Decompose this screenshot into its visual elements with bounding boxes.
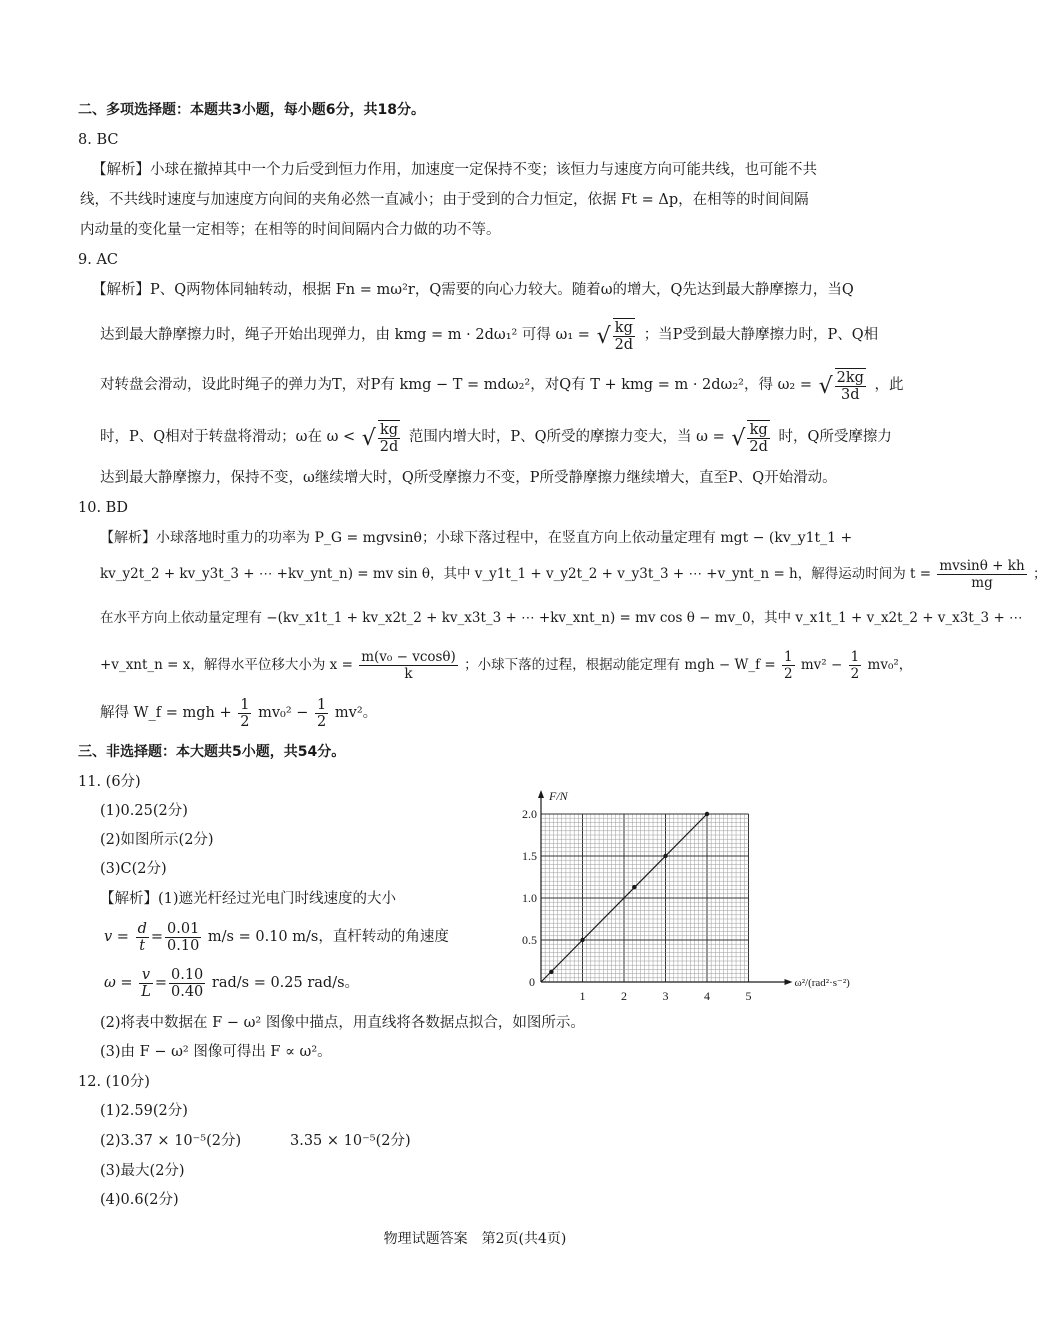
denominator: 2d xyxy=(379,438,399,455)
q12-answer-3: (3)最大(2分) xyxy=(100,1163,185,1179)
y-tick-label: 1.5 xyxy=(522,849,537,863)
text: kv_y2t_2 + kv_y3t_3 + ⋯ +kv_ynt_n) = mv sin θ，其中 v_y1t_1 + v_y2t_2 + v_y3t_3 + ⋯ +v_ynt_n = h，解得运动时间为 t = xyxy=(100,566,932,582)
q11-analysis-line: (2)将表中数据在 F − ω² 图像中描点，用直线将各数据点拟合，如图所示。 xyxy=(100,1015,585,1031)
text: ，此 xyxy=(874,377,904,393)
fraction xyxy=(613,318,636,353)
text: mv₀² − xyxy=(258,705,309,721)
numerator: √ kg xyxy=(613,320,636,337)
page-footer: 物理试题答案 第2页(共4页) xyxy=(383,1231,567,1247)
q12-answer-2b: 3.35 × 10⁻⁵(2分) xyxy=(290,1133,411,1149)
fraction xyxy=(849,649,862,682)
q10-analysis-line: 【解析】小球落地时重力的功率为 P_G = mgvsinθ；小球下落过程中，在竖直方向上依动量定理有 mgt − (kv_y1t_1 + xyxy=(100,530,853,546)
sqrt-expression xyxy=(362,418,403,456)
q8-analysis-line: 【解析】小球在撤掉其中一个力后受到恒力作用，加速度一定保持不变；该恒力与速度方向可能共线，也可能不共 xyxy=(92,162,817,178)
q11-answer-3: (3)C(2分) xyxy=(100,861,167,877)
q9-answer: 9. AC xyxy=(78,252,119,268)
text: 范围内增大时，P、Q所受的摩擦力变大，当 ω = xyxy=(408,429,725,445)
q10-analysis-line xyxy=(100,646,912,684)
x-tick-label: 2 xyxy=(621,989,627,1003)
q12-answer-4: (4)0.6(2分) xyxy=(100,1192,179,1208)
text: mv² − xyxy=(800,657,843,673)
data-point xyxy=(632,885,636,889)
q10-analysis-line: 在水平方向上依动量定理有 −(kv_x1t_1 + kv_x2t_2 + kv_x3t_3 + ⋯ +kv_xnt_n) = mv cos θ − mv_0，其中 v_x1t_1 + v_x2t_2 + v_x3t_3 + ⋯ xyxy=(100,610,1023,626)
data-point xyxy=(549,970,553,974)
q12-answer-1: (1)2.59(2分) xyxy=(100,1103,188,1119)
x-tick-label: 5 xyxy=(745,989,752,1003)
denominator: 3d xyxy=(841,386,860,403)
q11-analysis-line: 【解析】(1)遮光杆经过光电门时线速度的大小 xyxy=(100,891,397,907)
numerator: 1 xyxy=(317,696,327,713)
denominator: L xyxy=(141,983,151,1000)
numerator: d xyxy=(137,920,147,937)
q11-omega-formula xyxy=(104,964,359,1002)
fraction xyxy=(747,420,770,455)
q8-analysis-line: 线，不共线时速度与加速度方向间的夹角必然一直减小；由于受到的合力恒定，依据 Ft = Δp，在相等的时间间隔 xyxy=(80,192,809,208)
denominator: 0.40 xyxy=(171,983,204,1000)
denominator: 2 xyxy=(317,713,327,730)
text: m/s = 0.10 m/s，直杆转动的角速度 xyxy=(207,929,449,945)
text: v = xyxy=(104,929,129,945)
denominator: 2 xyxy=(783,666,793,682)
fraction xyxy=(238,697,251,730)
fraction xyxy=(378,420,401,455)
numerator: 1 xyxy=(240,696,250,713)
text: ；小球下落的过程，根据动能定理有 mgh − W_f = xyxy=(464,657,776,673)
fraction xyxy=(359,649,458,682)
text: +v_xnt_n = x，解得水平位移大小为 x = xyxy=(100,657,353,673)
fraction xyxy=(315,697,328,730)
x-tick-label: 3 xyxy=(662,989,669,1003)
x-tick-label: 1 xyxy=(579,989,586,1003)
fraction xyxy=(136,921,149,954)
numerator: 0.01 xyxy=(167,920,200,937)
y-tick-label: 1.0 xyxy=(522,891,537,905)
data-point xyxy=(705,812,709,816)
q10-analysis-line xyxy=(100,694,377,732)
q11-answer-2: (2)如图所示(2分) xyxy=(100,832,214,848)
q8-answer: 8. BC xyxy=(78,132,119,148)
numerator: √ kg xyxy=(747,422,770,439)
q9-analysis-line xyxy=(100,366,904,404)
q9-analysis-line: 达到最大静摩擦力，保持不变，ω继续增大时，Q所受摩擦力不变，P所受静摩擦力继续增大，直至P、Q开始滑动。 xyxy=(100,470,837,486)
fraction xyxy=(937,558,1026,591)
q9-analysis-line: 【解析】P、Q两物体同轴转动，根据 Fn = mω²r，Q需要的向心力较大。随着ω的增大，Q先达到最大静摩擦力，当Q xyxy=(92,282,854,298)
denominator: 2 xyxy=(850,666,860,682)
q10-answer: 10. BD xyxy=(78,500,128,516)
y-axis-arrow xyxy=(538,790,544,798)
denominator: 0.10 xyxy=(167,937,200,954)
denominator: 2d xyxy=(614,336,634,353)
numerator: mvsinθ + kh xyxy=(939,558,1025,574)
section3-heading: 三、非选择题：本大题共5小题，共54分。 xyxy=(78,744,346,760)
y-axis-label: F/N xyxy=(549,789,568,803)
q11-velocity-formula xyxy=(104,918,449,956)
text: mv₀²， xyxy=(867,657,913,673)
sqrt-expression xyxy=(597,316,638,354)
numerator: m(v₀ − vcosθ) xyxy=(361,649,456,665)
sqrt-expression xyxy=(819,366,868,404)
numerator: 0.10 xyxy=(171,966,204,983)
x-tick-label: 4 xyxy=(704,989,710,1003)
numerator: 1 xyxy=(850,649,860,665)
fraction xyxy=(835,368,866,403)
q11-header: 11. (6分) xyxy=(78,774,141,790)
fraction xyxy=(169,967,205,1000)
data-point xyxy=(580,938,584,942)
text: 解得 W_f = mgh + xyxy=(100,705,232,721)
denominator: mg xyxy=(971,575,993,591)
origin-label: 0 xyxy=(529,975,535,989)
f-omega2-chart xyxy=(515,776,875,1006)
text: 时，Q所受摩擦力 xyxy=(778,429,892,445)
q11-analysis-line: (3)由 F − ω² 图像可得出 F ∝ ω²。 xyxy=(100,1044,332,1060)
x-axis-arrow xyxy=(785,979,793,985)
numerator: v xyxy=(139,967,153,984)
text: ；当P受到最大静摩擦力时，P、Q相 xyxy=(643,327,879,343)
denominator: 2d xyxy=(749,438,768,455)
numerator: 1 xyxy=(783,649,793,665)
y-tick-label: 2.0 xyxy=(522,807,537,821)
sqrt-expression xyxy=(731,418,772,456)
text: = xyxy=(150,929,164,945)
data-point xyxy=(663,854,667,858)
text: 对转盘会滑动，设此时绳子的弹力为T，对P有 kmg − T = mdω₂²，对Q有 T + kmg = m · 2dω₂²，得 ω₂ = xyxy=(100,377,812,393)
q9-analysis-line xyxy=(100,316,878,354)
text: 时，P、Q相对于转盘将滑动；ω在 ω < xyxy=(100,429,356,445)
section2-heading: 二、多项选择题：本题共3小题，每小题6分，共18分。 xyxy=(78,102,425,118)
fraction xyxy=(139,967,153,1000)
q11-answer-1: (1)0.25(2分) xyxy=(100,803,188,819)
numerator: √ kg xyxy=(378,422,401,439)
text: ； xyxy=(1032,566,1046,582)
text: mv²。 xyxy=(334,705,378,721)
fraction xyxy=(165,921,201,954)
denominator: t xyxy=(139,937,146,954)
q10-analysis-line xyxy=(100,556,1046,592)
text: rad/s = 0.25 rad/s。 xyxy=(211,975,360,991)
q12-header: 12. (10分) xyxy=(78,1074,150,1090)
fraction xyxy=(782,649,795,682)
y-tick-label: 0.5 xyxy=(522,933,537,947)
denominator: k xyxy=(404,666,413,682)
text: = xyxy=(154,975,167,991)
x-axis-label: ω²/(rad²·s⁻²) xyxy=(794,977,850,989)
text: 达到最大静摩擦力时，绳子开始出现弹力，由 kmg = m · 2dω₁² 可得 ω₁ = xyxy=(100,327,590,343)
q9-analysis-line xyxy=(100,418,892,456)
q8-analysis-line: 内动量的变化量一定相等；在相等的时间间隔内合力做的功不等。 xyxy=(80,222,501,238)
q12-answer-2a: (2)3.37 × 10⁻⁵(2分) xyxy=(100,1133,242,1149)
text: ω = xyxy=(104,975,133,991)
numerator: √ 2kg xyxy=(836,369,864,386)
denominator: 2 xyxy=(240,713,250,730)
